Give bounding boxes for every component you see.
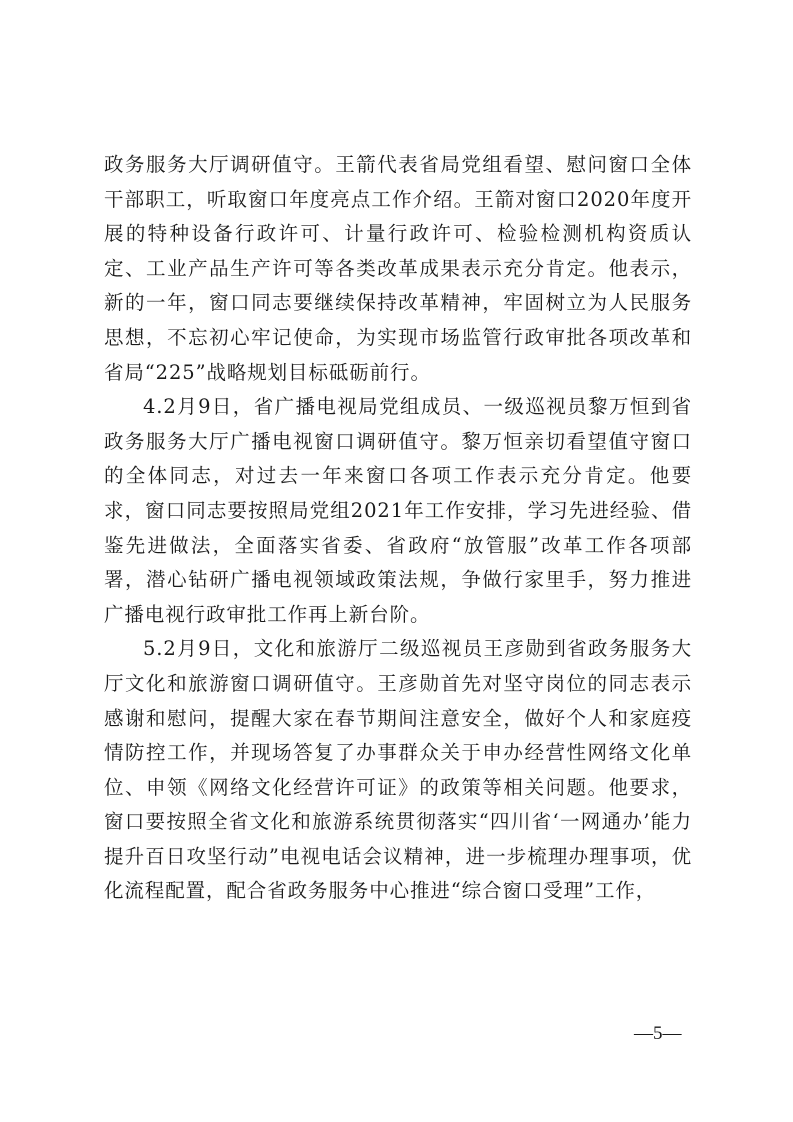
paragraph-item-5: 5.2月9日，文化和旅游厅二级巡视员王彦勋到省政务服务大厅文化和旅游窗口调研值守。王彦勋首先对坚守岗位的同志表示感谢和慰问，提醒大家在春节期间注意安全，做好个人和家庭疫情防控工作，并现场答复了办事群众关于申办经营性网络文化单位、申领《网络文化经营许可证》的政策等相关问题。他要求，窗口要按照全省文化和旅游系统贯彻落实“四川省‘一网通办’能力提升百日攻坚行动”电视电话会议精神，进一步梳理办理事项，优化流程配置，配合省政务服务中心推进“综合窗口受理”工作， <box>104 637 692 903</box>
body-text <box>104 148 692 909</box>
page-number: —5— <box>634 1023 682 1044</box>
paragraph-continuation: 政务服务大厅调研值守。王箭代表省局党组看望、慰问窗口全体干部职工，听取窗口年度亮点工作介绍。王箭对窗口2020年度开展的特种设备行政许可、计量行政许可、检验检测机构资质认定、工业产品生产许可等各类改革成果表示充分肯定。他表示，新的一年，窗口同志要继续保持改革精神，牢固树立为人民服务思想，不忘初心牢记使命，为实现市场监管行政审批各项改革和省局“225”战略规划目标砥砺前行。 <box>104 153 692 384</box>
paragraph-item-4: 4.2月9日，省广播电视局党组成员、一级巡视员黎万恒到省政务服务大厅广播电视窗口调研值守。黎万恒亲切看望值守窗口的全体同志，对过去一年来窗口各项工作表示充分肯定。他要求，窗口同志要按照局党组2021年工作安排，学习先进经验、借鉴先进做法，全面落实省委、省政府“放管服”改革工作各项部署，潜心钻研广播电视领域政策法规，争做行家里手，努力推进广播电视行政审批工作再上新台阶。 <box>104 395 692 626</box>
